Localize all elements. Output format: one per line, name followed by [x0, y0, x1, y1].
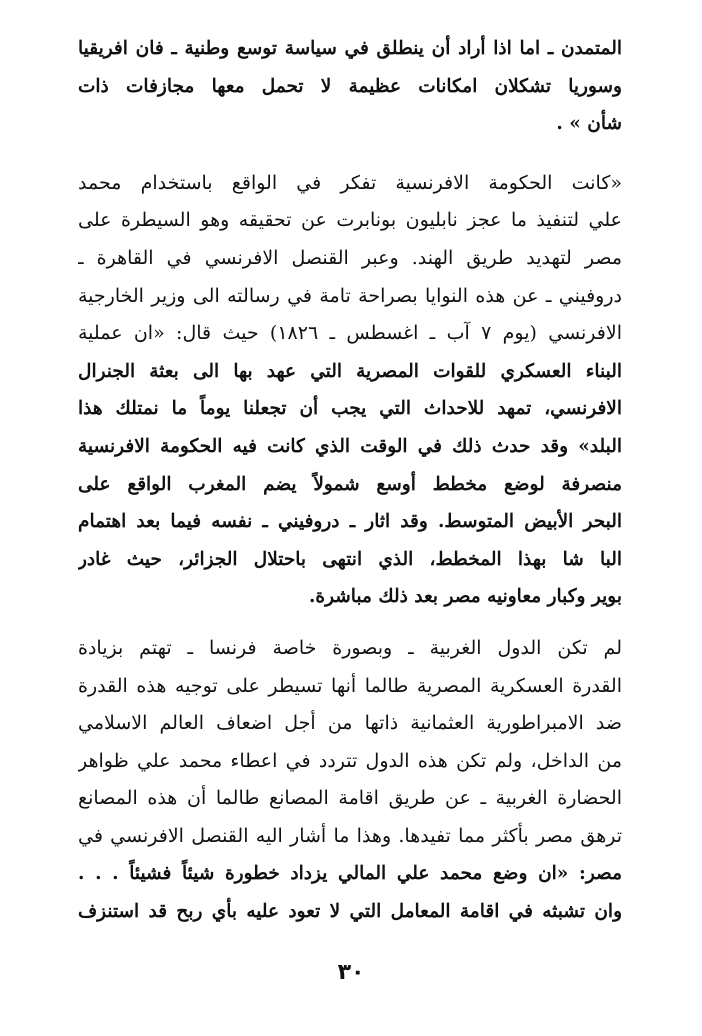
text-line: وسوريا تشكلان امكانات عظيمة لا تحمل معها مجازفات ذات [78, 75, 622, 97]
paragraph-1 [78, 30, 622, 143]
page-number: ٣٠ [337, 960, 365, 985]
text-line: بوير وكبار معاونيه مصر بعد ذلك مباشرة. [308, 586, 622, 608]
paragraph-3 [78, 630, 622, 931]
text-line: «كانت الحكومة الافرنسية تفكر في الواقع باستخدام محمد [78, 171, 622, 194]
text-line: وان تشبثه في اقامة المعامل التي لا تعود عليه بأي ربح قد استنزف [78, 901, 622, 923]
text-line: الحضارة الغربية ـ عن طريق اقامة المصانع طالما أن هذه المصانع [78, 787, 622, 810]
paragraph-2 [78, 165, 622, 616]
text-line: علي لتنفيذ ما عجز نابليون بونابرت عن تحقيقه وهو السيطرة على [78, 209, 622, 232]
page-body [78, 30, 622, 931]
text-line: المتمدن ـ اما اذا أراد أن ينطلق في سياسة توسع وطنية ـ فان افريقيا [78, 38, 622, 59]
paragraph-gap [78, 143, 622, 165]
text-line: شأن » . [556, 113, 622, 135]
text-line: البا شا بهذا المخطط، الذي انتهى باحتلال الجزائر، حيث غادر [78, 548, 622, 570]
text-line: ضد الامبراطورية العثمانية ذاتها من أجل اضعاف العالم الاسلامي [78, 712, 622, 735]
text-line: منصرفة لوضع مخطط أوسع شمولاً يضم المغرب الواقع على [78, 473, 622, 495]
paragraph-gap [78, 616, 622, 630]
text-line: ترهق مصر بأكثر مما تفيدها. وهذا ما أشار اليه القنصل الافرنسي في [78, 824, 622, 847]
text-line: لم تكن الدول الغربية ـ وبصورة خاصة فرنسا ـ تهتم بزيادة [78, 636, 622, 659]
text-line: البحر الأبيض المتوسط. وقد اثار ـ دروفيني ـ نفسه فيما بعد اهتمام [78, 511, 622, 533]
text-line: مصر لتهديد طريق الهند. وعبر القنصل الافرنسي في القاهرة ـ [78, 246, 622, 269]
text-line: الافرنسي (يوم ٧ آب ـ اغسطس ـ ١٨٢٦) حيث قال: «ان عملية [78, 322, 622, 345]
text-line: الافرنسي، تمهد للاحداث التي يجب أن تجعلنا يوماً ما نمتلك هذا [78, 398, 622, 420]
text-line: القدرة العسكرية المصرية طالما أنها تسيطر على توجيه هذه القدرة [78, 674, 622, 697]
text-line: دروفيني ـ عن هذه النوايا بصراحة تامة في رسالته الى وزير الخارجية [78, 284, 622, 307]
text-line: مصر: «ان وضع محمد علي المالي يزداد خطورة شيئاً فشيئاً . . . [78, 863, 622, 885]
text-line: البلد» وقد حدث ذلك في الوقت الذي كانت فيه الحكومة الافرنسية [78, 435, 622, 457]
text-line: من الداخل، ولم تكن هذه الدول تتردد في اعطاء محمد علي ظواهر [78, 749, 622, 772]
text-line: البناء العسكري للقوات المصرية التي عهد بها الى بعثة الجنرال [78, 360, 622, 382]
